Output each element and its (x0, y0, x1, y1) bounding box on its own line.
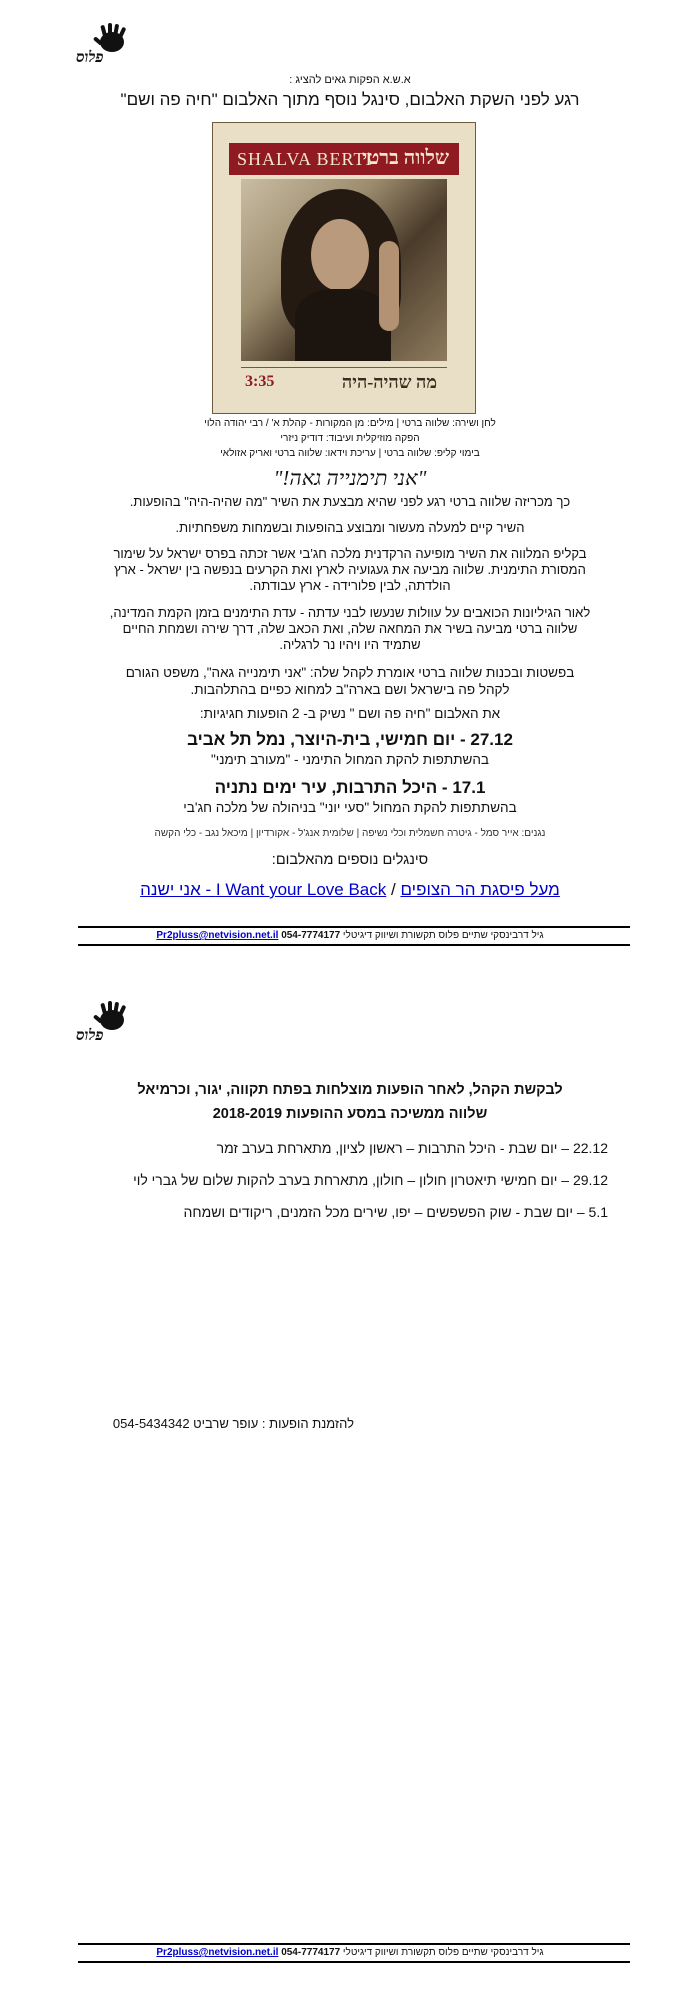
paragraph: כך מכריזה שלווה ברטי רגע לפני שהיא מבצעת את השיר "מה שהיה-היה" בהופעות. (129, 494, 571, 509)
credit-line: הפקה מוזיקלית ועיבוד: דודיק ניזרי (280, 433, 420, 444)
cover-artist-he: שלווה ברטי (361, 147, 449, 169)
plus-logo-text: פלוס (76, 1028, 104, 1044)
footer-text: גיל דרבינסקי שתיים פלוס תקשורת ושיווק דיגיטלי (342, 930, 544, 941)
cover-song-title: מה שהיה-היה (341, 372, 437, 392)
cover-banner (229, 143, 459, 175)
show-title: 27.12 - יום חמישי, בית-היוצר, נמל תל אביב (187, 730, 513, 749)
credit-line: בימוי קליפ: שלווה ברטי | עריכת וידאו: שלווה ברטי ואריק אזולאי (220, 448, 480, 459)
quote: "אני תימנייה גאה!" (273, 466, 427, 490)
single-link[interactable]: מעל פיסגת הר הצופים (400, 880, 560, 899)
show-title: 17.1 - היכל התרבות, עיר ימים נתניה (214, 778, 486, 797)
plus-logo-text: פלוס (76, 50, 104, 66)
album-cover (212, 122, 476, 414)
event-line: 29.12 – יום חמישי תיאטרון חולון – חולון, מתארחת בערב להקות שלום של גברי לוי (133, 1172, 608, 1188)
launch-intro: את האלבום "חיה פה ושם " נשיק ב- 2 הופעות חגיגיות: (199, 706, 501, 721)
show-sub: בהשתתפות להקת המחול "סעי יוני" בניהולה של מלכה חג'בי (183, 800, 517, 815)
cover-artist-en: SHALVA BERTI (237, 149, 373, 169)
booking-contact: להזמנת הופעות : עופר שרביט 054-5434342 (112, 1416, 354, 1431)
footer-email-link[interactable]: Pr2pluss@netvision.net.il (156, 1947, 279, 1958)
footer (0, 930, 700, 941)
presenter-line: א.ש.א הפקות גאים להציג : (289, 74, 411, 86)
footer-rule-bottom (78, 944, 630, 946)
paragraph: בפשטות ובכנות שלווה ברטי אומרת לקהל שלה: "אני תימנייה גאה", משפט הגורם לקהל פה בישראל ושם בארה"ב למחוא כפיים בהתלהבות. (125, 665, 575, 697)
page2-heading: שלווה ממשיכה במסע ההופעות 2018-2019 (212, 1106, 488, 1122)
headline: רגע לפני השקת האלבום, סינגל נוסף מתוך האלבום "חיה פה ושם" (120, 90, 580, 109)
footer-rule-bottom (78, 1961, 630, 1963)
cover-title-bar (241, 367, 447, 398)
footer-email-link[interactable]: Pr2pluss@netvision.net.il (156, 930, 279, 941)
paragraph: בקליפ המלווה את השיר מופיעה הרקדנית מלכה חג'בי אשר זכתה בפרס ישראל על שימור המסורת התימנית. שלווה מביעה את געגועיה לארץ ואת הקרעים בנפשה בין ישראל - ארץ הולדתה, לבין פלורידה - ארץ עבודתה. (113, 546, 587, 593)
plus-logo (74, 22, 144, 68)
credits (0, 416, 700, 461)
footer (0, 1947, 700, 1958)
footer-phone: 054-7774177 (281, 1947, 341, 1958)
artist-photo (241, 179, 447, 361)
footer-phone: 054-7774177 (281, 930, 341, 941)
show-sub: בהשתתפות להקת המחול התימני - "מעורב תימני" (210, 752, 490, 767)
plus-logo (74, 1000, 144, 1046)
singles-title: סינגלים נוספים מהאלבום: (271, 852, 429, 868)
footer-text: גיל דרבינסקי שתיים פלוס תקשורת ושיווק דיגיטלי (342, 1947, 544, 1958)
cover-duration: 3:35 (245, 373, 275, 390)
musicians: נגנים: אייר סמל - גיטרה חשמלית וכלי נשיפה | שלומית אנג'ל - אקורדיון | מיכאל נגב - כלי הקשה (154, 828, 546, 839)
single-link[interactable]: I Want your Love Back - אני ישנה (140, 880, 387, 899)
footer-rule-top (78, 1943, 630, 1945)
paragraph: לאור הגיליונות הכואבים על עוולות שנעשו לבני עדתה - עדת התימנים בזמן הקמת המדינה, שלווה ברטי מביעה בשיר את המחאה שלה, ואת הכאב שלה, דרך שירה ושמחת החיים שתמיד היו ויהיו נר לרגליה. (109, 605, 591, 652)
credit-line: לחן ושירה: שלווה ברטי | מילים: מן המקורות - קהלת א' / רבי יהודה הלוי (204, 418, 496, 429)
event-line: 5.1 – יום שבת - שוק הפשפשים – יפו, שירים מכל הזמנים, ריקודים ושמחה (183, 1204, 608, 1220)
paragraph: השיר קיים למעלה מעשור ומבוצע בהופעות ובשמחות משפחתיות. (175, 520, 525, 535)
page2-heading: לבקשת הקהל, לאחר הופעות מוצלחות בפתח תקווה, יגור, וכרמיאל (137, 1082, 563, 1098)
footer-rule-top (78, 926, 630, 928)
links-separator: / (391, 880, 396, 899)
singles-links (0, 880, 700, 900)
event-line: 22.12 – יום שבת - היכל התרבות – ראשון לציון, מתארחת בערב זמר (216, 1140, 608, 1156)
